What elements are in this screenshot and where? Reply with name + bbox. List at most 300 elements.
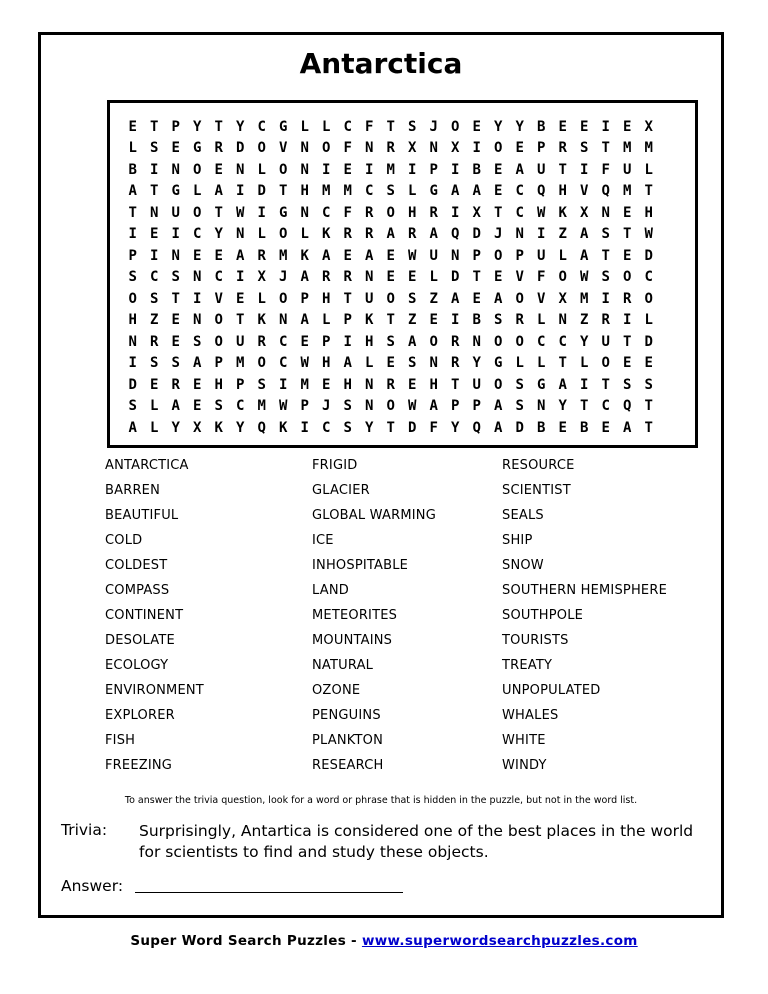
grid-letter[interactable]: E	[408, 269, 417, 286]
grid-letter[interactable]: Y	[193, 118, 202, 135]
grid-letter[interactable]: K	[365, 312, 374, 329]
grid-letter[interactable]: S	[580, 140, 589, 157]
grid-letter[interactable]: S	[193, 333, 202, 350]
grid-letter[interactable]: S	[644, 376, 653, 393]
grid-letter[interactable]: L	[257, 290, 266, 307]
grid-letter[interactable]: R	[429, 204, 438, 221]
grid-letter[interactable]: M	[343, 183, 352, 200]
grid-letter[interactable]: G	[171, 183, 180, 200]
grid-letter[interactable]: Y	[365, 419, 374, 436]
grid-letter[interactable]: T	[580, 398, 589, 415]
grid-letter[interactable]: L	[580, 355, 589, 372]
grid-letter[interactable]: T	[386, 118, 395, 135]
grid-letter[interactable]: T	[343, 290, 352, 307]
grid-letter[interactable]: N	[171, 161, 180, 178]
grid-letter[interactable]: N	[300, 204, 309, 221]
grid-letter[interactable]: D	[472, 226, 481, 243]
grid-letter[interactable]: I	[236, 183, 245, 200]
grid-letter[interactable]: D	[515, 419, 524, 436]
grid-letter[interactable]: X	[451, 140, 460, 157]
grid-letter[interactable]: G	[193, 140, 202, 157]
grid-letter[interactable]: H	[322, 290, 331, 307]
grid-letter[interactable]: O	[386, 204, 395, 221]
grid-letter[interactable]: C	[193, 226, 202, 243]
grid-letter[interactable]: E	[193, 247, 202, 264]
grid-letter[interactable]: P	[128, 247, 137, 264]
grid-letter[interactable]: I	[150, 161, 159, 178]
grid-letter[interactable]: D	[257, 183, 266, 200]
grid-letter[interactable]: Y	[494, 118, 503, 135]
grid-letter[interactable]: M	[580, 290, 589, 307]
grid-letter[interactable]: A	[386, 226, 395, 243]
answer-blank-line[interactable]	[135, 892, 403, 893]
grid-letter[interactable]: P	[300, 398, 309, 415]
grid-letter[interactable]: N	[515, 226, 524, 243]
grid-letter[interactable]: I	[171, 226, 180, 243]
grid-letter[interactable]: G	[279, 204, 288, 221]
grid-letter[interactable]: N	[537, 398, 546, 415]
grid-letter[interactable]: R	[558, 140, 567, 157]
grid-letter[interactable]: O	[279, 161, 288, 178]
grid-letter[interactable]: E	[386, 355, 395, 372]
grid-letter[interactable]: T	[150, 118, 159, 135]
grid-letter[interactable]: P	[472, 398, 481, 415]
grid-letter[interactable]: H	[300, 183, 309, 200]
grid-letter[interactable]: O	[494, 247, 503, 264]
grid-letter[interactable]: M	[300, 376, 309, 393]
grid-letter[interactable]: E	[171, 312, 180, 329]
grid-letter[interactable]: C	[150, 269, 159, 286]
grid-letter[interactable]: V	[214, 290, 223, 307]
grid-letter[interactable]: R	[601, 312, 610, 329]
grid-letter[interactable]: E	[494, 161, 503, 178]
grid-letter[interactable]: U	[171, 204, 180, 221]
grid-letter[interactable]: L	[128, 140, 137, 157]
grid-letter[interactable]: T	[558, 355, 567, 372]
grid-letter[interactable]: A	[515, 161, 524, 178]
grid-letter[interactable]: S	[408, 355, 417, 372]
grid-letter[interactable]: E	[386, 269, 395, 286]
grid-letter[interactable]: O	[494, 140, 503, 157]
grid-letter[interactable]: H	[343, 376, 352, 393]
grid-letter[interactable]: L	[300, 226, 309, 243]
grid-letter[interactable]: C	[279, 333, 288, 350]
grid-letter[interactable]: R	[150, 333, 159, 350]
grid-letter[interactable]: R	[257, 333, 266, 350]
grid-letter[interactable]: E	[429, 312, 438, 329]
grid-letter[interactable]: J	[494, 226, 503, 243]
grid-letter[interactable]: E	[558, 118, 567, 135]
grid-letter[interactable]: I	[365, 161, 374, 178]
grid-letter[interactable]: U	[537, 161, 546, 178]
grid-letter[interactable]: F	[365, 118, 374, 135]
grid-letter[interactable]: A	[408, 333, 417, 350]
grid-letter[interactable]: R	[451, 355, 460, 372]
grid-letter[interactable]: E	[601, 419, 610, 436]
grid-letter[interactable]: K	[300, 247, 309, 264]
grid-letter[interactable]: O	[279, 226, 288, 243]
grid-letter[interactable]: N	[429, 355, 438, 372]
grid-letter[interactable]: W	[300, 355, 309, 372]
grid-letter[interactable]: Z	[429, 290, 438, 307]
grid-letter[interactable]: C	[365, 183, 374, 200]
grid-letter[interactable]: V	[279, 140, 288, 157]
grid-letter[interactable]: Z	[580, 312, 589, 329]
grid-letter[interactable]: T	[451, 376, 460, 393]
grid-letter[interactable]: O	[515, 290, 524, 307]
grid-letter[interactable]: H	[214, 376, 223, 393]
grid-letter[interactable]: I	[257, 204, 266, 221]
grid-letter[interactable]: O	[257, 355, 266, 372]
grid-letter[interactable]: N	[365, 269, 374, 286]
grid-letter[interactable]: P	[451, 398, 460, 415]
grid-letter[interactable]: C	[214, 269, 223, 286]
grid-letter[interactable]: O	[214, 333, 223, 350]
grid-letter[interactable]: A	[300, 269, 309, 286]
grid-letter[interactable]: U	[429, 247, 438, 264]
grid-letter[interactable]: G	[537, 376, 546, 393]
grid-letter[interactable]: L	[193, 183, 202, 200]
grid-letter[interactable]: C	[558, 333, 567, 350]
grid-letter[interactable]: E	[623, 204, 632, 221]
grid-letter[interactable]: K	[279, 419, 288, 436]
grid-letter[interactable]: R	[408, 226, 417, 243]
grid-letter[interactable]: T	[601, 376, 610, 393]
grid-letter[interactable]: I	[580, 376, 589, 393]
grid-letter[interactable]: G	[279, 118, 288, 135]
grid-letter[interactable]: F	[429, 419, 438, 436]
grid-letter[interactable]: H	[365, 333, 374, 350]
grid-letter[interactable]: O	[214, 312, 223, 329]
grid-letter[interactable]: B	[580, 419, 589, 436]
grid-letter[interactable]: O	[429, 333, 438, 350]
grid-letter[interactable]: C	[279, 355, 288, 372]
grid-letter[interactable]: O	[494, 333, 503, 350]
grid-letter[interactable]: I	[451, 161, 460, 178]
grid-letter[interactable]: S	[601, 226, 610, 243]
grid-letter[interactable]: T	[623, 226, 632, 243]
grid-letter[interactable]: E	[300, 333, 309, 350]
grid-letter[interactable]: D	[236, 140, 245, 157]
grid-letter[interactable]: L	[300, 118, 309, 135]
grid-letter[interactable]: N	[300, 140, 309, 157]
grid-letter[interactable]: D	[451, 269, 460, 286]
grid-letter[interactable]: S	[343, 419, 352, 436]
grid-letter[interactable]: N	[279, 312, 288, 329]
grid-letter[interactable]: R	[451, 333, 460, 350]
grid-letter[interactable]: M	[623, 140, 632, 157]
grid-letter[interactable]: F	[343, 204, 352, 221]
grid-letter[interactable]: S	[343, 398, 352, 415]
grid-letter[interactable]: A	[494, 398, 503, 415]
grid-letter[interactable]: I	[343, 333, 352, 350]
grid-letter[interactable]: X	[472, 204, 481, 221]
grid-letter[interactable]: N	[365, 398, 374, 415]
grid-letter[interactable]: C	[257, 118, 266, 135]
grid-letter[interactable]: A	[494, 419, 503, 436]
grid-letter[interactable]: S	[623, 376, 632, 393]
grid-letter[interactable]: E	[386, 247, 395, 264]
grid-letter[interactable]: B	[537, 118, 546, 135]
grid-letter[interactable]: D	[128, 376, 137, 393]
grid-letter[interactable]: W	[408, 398, 417, 415]
grid-letter[interactable]: S	[150, 140, 159, 157]
grid-letter[interactable]: L	[257, 226, 266, 243]
grid-letter[interactable]: M	[236, 355, 245, 372]
grid-letter[interactable]: X	[644, 118, 653, 135]
grid-letter[interactable]: O	[193, 161, 202, 178]
grid-letter[interactable]: S	[257, 376, 266, 393]
grid-letter[interactable]: S	[386, 333, 395, 350]
grid-letter[interactable]: I	[580, 161, 589, 178]
grid-letter[interactable]: L	[322, 118, 331, 135]
grid-letter[interactable]: I	[322, 161, 331, 178]
grid-letter[interactable]: V	[515, 269, 524, 286]
grid-letter[interactable]: C	[322, 419, 331, 436]
grid-letter[interactable]: K	[322, 226, 331, 243]
grid-letter[interactable]: Z	[558, 226, 567, 243]
grid-letter[interactable]: N	[601, 204, 610, 221]
grid-letter[interactable]: W	[580, 269, 589, 286]
grid-letter[interactable]: R	[623, 290, 632, 307]
grid-letter[interactable]: N	[558, 312, 567, 329]
grid-letter[interactable]: T	[601, 140, 610, 157]
grid-letter[interactable]: E	[623, 247, 632, 264]
grid-letter[interactable]: B	[128, 161, 137, 178]
grid-letter[interactable]: U	[236, 333, 245, 350]
grid-letter[interactable]: E	[193, 376, 202, 393]
grid-letter[interactable]: E	[408, 376, 417, 393]
grid-letter[interactable]: T	[644, 183, 653, 200]
grid-letter[interactable]: S	[171, 269, 180, 286]
grid-letter[interactable]: E	[494, 183, 503, 200]
grid-letter[interactable]: A	[343, 355, 352, 372]
grid-letter[interactable]: I	[279, 376, 288, 393]
grid-letter[interactable]: O	[644, 290, 653, 307]
grid-letter[interactable]: L	[537, 355, 546, 372]
grid-letter[interactable]: T	[214, 204, 223, 221]
grid-letter[interactable]: S	[128, 398, 137, 415]
grid-letter[interactable]: Y	[451, 419, 460, 436]
grid-letter[interactable]: J	[279, 269, 288, 286]
grid-letter[interactable]: M	[386, 161, 395, 178]
grid-letter[interactable]: Y	[214, 226, 223, 243]
grid-letter[interactable]: O	[558, 269, 567, 286]
grid-letter[interactable]: E	[515, 140, 524, 157]
grid-letter[interactable]: I	[300, 419, 309, 436]
grid-letter[interactable]: D	[644, 247, 653, 264]
grid-letter[interactable]: L	[429, 269, 438, 286]
grid-letter[interactable]: S	[408, 290, 417, 307]
grid-letter[interactable]: T	[558, 161, 567, 178]
grid-letter[interactable]: L	[644, 312, 653, 329]
grid-letter[interactable]: A	[236, 247, 245, 264]
grid-letter[interactable]: W	[537, 204, 546, 221]
grid-letter[interactable]: L	[408, 183, 417, 200]
grid-letter[interactable]: I	[601, 118, 610, 135]
grid-letter[interactable]: S	[515, 376, 524, 393]
grid-letter[interactable]: P	[214, 355, 223, 372]
grid-letter[interactable]: D	[644, 333, 653, 350]
grid-letter[interactable]: Q	[451, 226, 460, 243]
grid-letter[interactable]: T	[601, 247, 610, 264]
grid-letter[interactable]: Y	[236, 118, 245, 135]
grid-letter[interactable]: N	[472, 333, 481, 350]
grid-letter[interactable]: L	[558, 247, 567, 264]
grid-letter[interactable]: L	[644, 161, 653, 178]
grid-letter[interactable]: A	[171, 398, 180, 415]
grid-letter[interactable]: A	[451, 290, 460, 307]
grid-letter[interactable]: F	[601, 161, 610, 178]
grid-letter[interactable]: Z	[408, 312, 417, 329]
grid-letter[interactable]: H	[558, 183, 567, 200]
grid-letter[interactable]: P	[171, 118, 180, 135]
grid-letter[interactable]: C	[515, 183, 524, 200]
grid-letter[interactable]: G	[494, 355, 503, 372]
grid-letter[interactable]: L	[150, 398, 159, 415]
grid-letter[interactable]: C	[644, 269, 653, 286]
grid-letter[interactable]: T	[386, 312, 395, 329]
grid-letter[interactable]: Q	[601, 183, 610, 200]
grid-letter[interactable]: Y	[236, 419, 245, 436]
grid-letter[interactable]: W	[279, 398, 288, 415]
grid-letter[interactable]: E	[494, 269, 503, 286]
grid-letter[interactable]: I	[601, 290, 610, 307]
grid-letter[interactable]: L	[537, 312, 546, 329]
grid-letter[interactable]: A	[214, 183, 223, 200]
grid-letter[interactable]: M	[322, 183, 331, 200]
grid-letter[interactable]: T	[279, 183, 288, 200]
grid-letter[interactable]: S	[150, 355, 159, 372]
grid-letter[interactable]: U	[537, 247, 546, 264]
grid-letter[interactable]: S	[150, 290, 159, 307]
grid-letter[interactable]: S	[171, 355, 180, 372]
grid-letter[interactable]: T	[472, 269, 481, 286]
grid-letter[interactable]: J	[322, 398, 331, 415]
grid-letter[interactable]: O	[494, 376, 503, 393]
grid-letter[interactable]: I	[193, 290, 202, 307]
grid-letter[interactable]: N	[365, 140, 374, 157]
grid-letter[interactable]: A	[322, 247, 331, 264]
grid-letter[interactable]: A	[623, 419, 632, 436]
grid-letter[interactable]: I	[451, 312, 460, 329]
grid-letter[interactable]: A	[451, 183, 460, 200]
grid-letter[interactable]: T	[214, 118, 223, 135]
grid-letter[interactable]: U	[472, 376, 481, 393]
grid-letter[interactable]: Y	[580, 333, 589, 350]
grid-letter[interactable]: O	[322, 140, 331, 157]
grid-letter[interactable]: R	[365, 226, 374, 243]
grid-letter[interactable]: E	[150, 226, 159, 243]
grid-letter[interactable]: R	[365, 204, 374, 221]
grid-letter[interactable]: M	[279, 247, 288, 264]
grid-letter[interactable]: Y	[472, 355, 481, 372]
grid-letter[interactable]: H	[128, 312, 137, 329]
grid-letter[interactable]: N	[236, 226, 245, 243]
grid-letter[interactable]: A	[558, 376, 567, 393]
grid-letter[interactable]: F	[343, 140, 352, 157]
grid-letter[interactable]: K	[214, 419, 223, 436]
grid-letter[interactable]: N	[128, 333, 137, 350]
grid-letter[interactable]: Q	[472, 419, 481, 436]
grid-letter[interactable]: H	[322, 355, 331, 372]
grid-letter[interactable]: O	[279, 290, 288, 307]
grid-letter[interactable]: T	[128, 204, 137, 221]
grid-letter[interactable]: U	[601, 333, 610, 350]
grid-letter[interactable]: T	[150, 183, 159, 200]
grid-letter[interactable]: I	[451, 204, 460, 221]
grid-letter[interactable]: U	[365, 290, 374, 307]
grid-letter[interactable]: L	[515, 355, 524, 372]
grid-letter[interactable]: T	[644, 398, 653, 415]
grid-letter[interactable]: H	[408, 204, 417, 221]
grid-letter[interactable]: T	[236, 312, 245, 329]
grid-letter[interactable]: C	[343, 118, 352, 135]
grid-letter[interactable]: P	[537, 140, 546, 157]
grid-letter[interactable]: R	[257, 247, 266, 264]
grid-letter[interactable]: W	[644, 226, 653, 243]
grid-letter[interactable]: O	[451, 118, 460, 135]
grid-letter[interactable]: Z	[150, 312, 159, 329]
grid-letter[interactable]: O	[601, 355, 610, 372]
grid-letter[interactable]: I	[150, 247, 159, 264]
grid-letter[interactable]: R	[343, 269, 352, 286]
grid-letter[interactable]: E	[171, 333, 180, 350]
grid-letter[interactable]: N	[236, 161, 245, 178]
grid-letter[interactable]: W	[408, 247, 417, 264]
grid-letter[interactable]: O	[128, 290, 137, 307]
grid-letter[interactable]: O	[193, 204, 202, 221]
grid-letter[interactable]: E	[343, 247, 352, 264]
grid-letter[interactable]: W	[236, 204, 245, 221]
grid-letter[interactable]: K	[257, 312, 266, 329]
grid-letter[interactable]: L	[322, 312, 331, 329]
grid-letter[interactable]: R	[214, 140, 223, 157]
grid-letter[interactable]: A	[494, 290, 503, 307]
grid-letter[interactable]: P	[343, 312, 352, 329]
grid-letter[interactable]: E	[128, 118, 137, 135]
grid-letter[interactable]: M	[644, 140, 653, 157]
grid-letter[interactable]: R	[343, 226, 352, 243]
grid-letter[interactable]: Q	[623, 398, 632, 415]
grid-letter[interactable]: N	[171, 247, 180, 264]
grid-letter[interactable]: B	[472, 312, 481, 329]
grid-letter[interactable]: F	[537, 269, 546, 286]
grid-letter[interactable]: V	[537, 290, 546, 307]
grid-letter[interactable]: C	[322, 204, 331, 221]
grid-letter[interactable]: B	[537, 419, 546, 436]
grid-letter[interactable]: N	[300, 161, 309, 178]
grid-letter[interactable]: I	[128, 226, 137, 243]
grid-letter[interactable]: Y	[515, 118, 524, 135]
grid-letter[interactable]: R	[171, 376, 180, 393]
grid-letter[interactable]: P	[300, 290, 309, 307]
grid-letter[interactable]: E	[171, 140, 180, 157]
grid-letter[interactable]: O	[515, 333, 524, 350]
grid-letter[interactable]: C	[601, 398, 610, 415]
grid-letter[interactable]: A	[580, 226, 589, 243]
grid-letter[interactable]: A	[580, 247, 589, 264]
grid-letter[interactable]: E	[472, 290, 481, 307]
grid-letter[interactable]: E	[322, 376, 331, 393]
grid-letter[interactable]: P	[515, 247, 524, 264]
grid-letter[interactable]: O	[386, 290, 395, 307]
grid-letter[interactable]: A	[429, 226, 438, 243]
grid-letter[interactable]: E	[644, 355, 653, 372]
grid-letter[interactable]: O	[386, 398, 395, 415]
grid-letter[interactable]: I	[128, 355, 137, 372]
grid-letter[interactable]: Y	[171, 419, 180, 436]
